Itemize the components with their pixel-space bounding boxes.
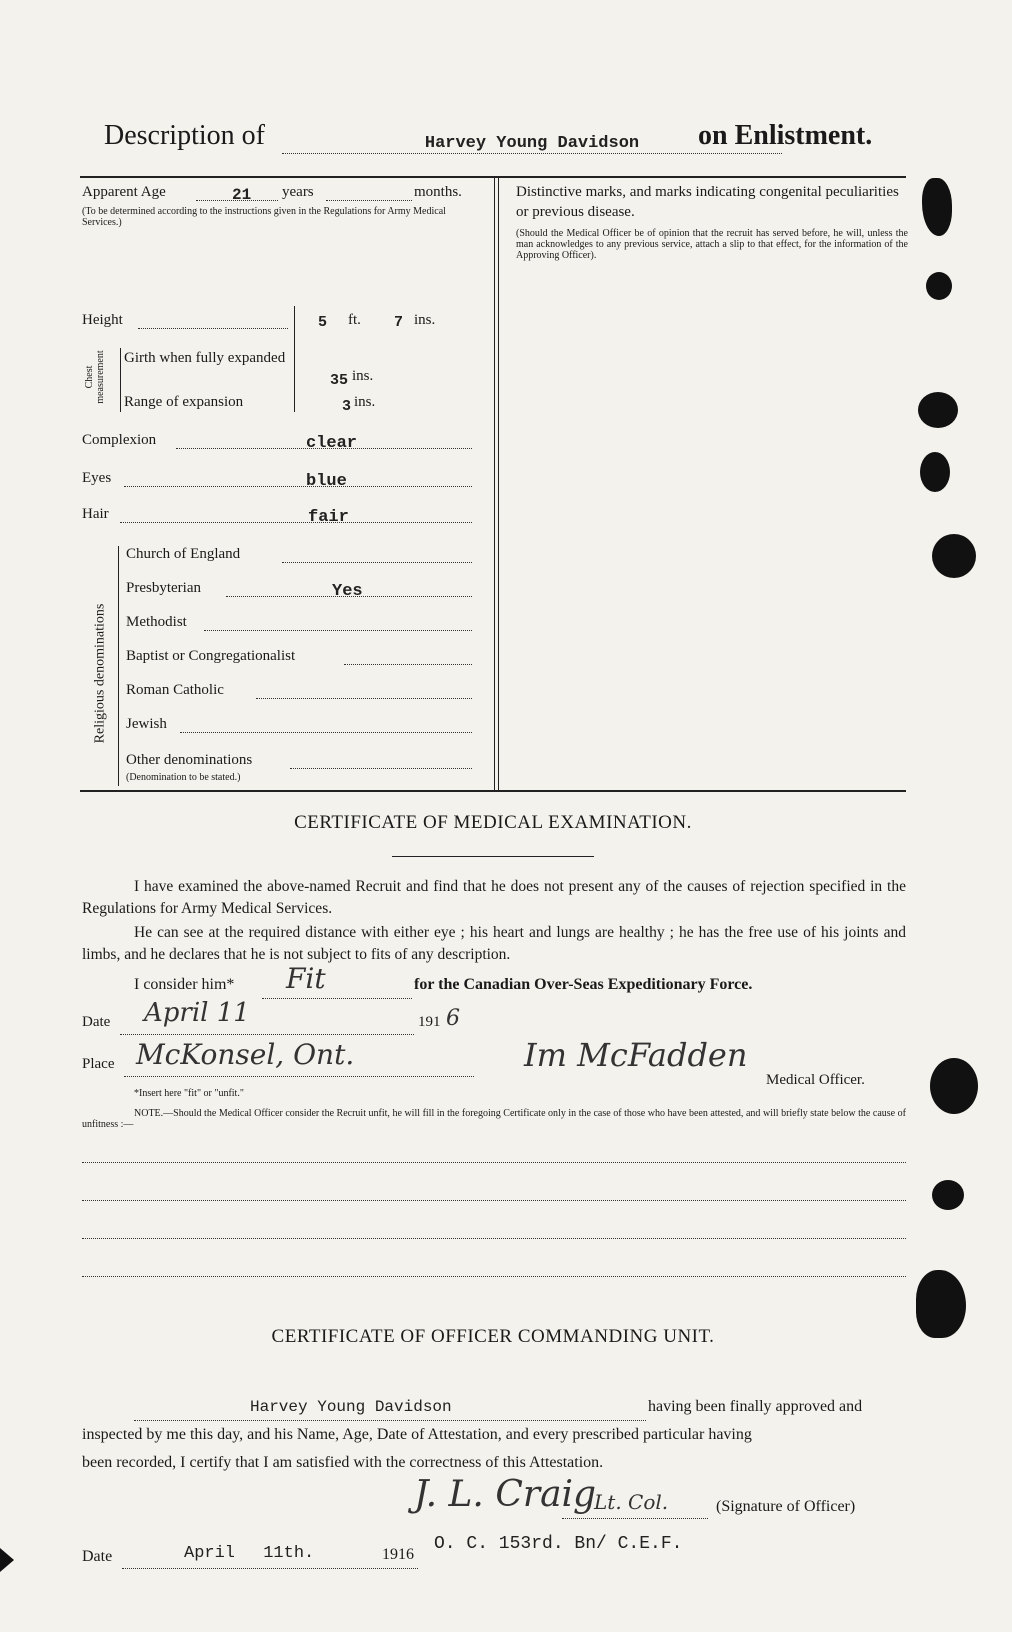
ft-label: ft. <box>348 312 361 328</box>
date-dots <box>120 1028 414 1035</box>
commanding-date-label: Date <box>82 1548 113 1565</box>
range-ins-label: ins. <box>354 394 376 410</box>
complexion-label: Complexion <box>82 432 157 448</box>
edge-mark <box>0 1548 14 1572</box>
complexion-value: clear <box>306 434 358 453</box>
girth-value: 35 <box>330 372 349 389</box>
months-dots <box>326 194 412 201</box>
girth-ins-label: ins. <box>352 368 374 384</box>
commanding-line-1: having been finally approved and <box>648 1398 863 1415</box>
religion-label: Religious denominations <box>92 603 108 744</box>
force-text: for the Canadian Over-Seas Expeditionary Force. <box>414 976 753 993</box>
table-divider <box>494 176 495 790</box>
year-value: 6 <box>446 1006 460 1031</box>
marks-heading: Distinctive marks, and marks indicating congenital peculiarities or previous disease. <box>516 184 899 220</box>
binder-hole <box>916 1270 966 1338</box>
binder-hole <box>932 1180 964 1210</box>
eyes-value: blue <box>306 472 347 491</box>
hair-value: fair <box>308 508 349 527</box>
place-dots <box>124 1070 474 1077</box>
table-bottom-rule <box>80 790 906 792</box>
medical-officer-signature: Im McFadden <box>524 1036 748 1074</box>
binder-hole <box>926 272 952 300</box>
unfitness-line <box>82 1198 906 1201</box>
exam-place: McKonsel, Ont. <box>136 1038 355 1071</box>
commanding-date: April 11th. <box>184 1544 315 1563</box>
eyes-dots <box>124 480 472 487</box>
medical-officer-label: Medical Officer. <box>766 1072 865 1088</box>
binder-hole <box>930 1058 978 1114</box>
height-in-value: 7 <box>394 314 404 331</box>
ins-label: ins. <box>414 312 436 328</box>
religion-methodist: Methodist <box>126 614 187 630</box>
commanding-unit: O. C. 153rd. Bn/ C.E.F. <box>434 1534 683 1554</box>
girth-label: Girth when fully expanded <box>124 350 286 366</box>
religion-dots <box>180 726 472 733</box>
table-divider <box>498 176 499 790</box>
religion-dots <box>344 658 472 665</box>
commanding-date-dots <box>122 1562 418 1569</box>
commanding-year: 1916 <box>382 1546 414 1563</box>
religion-bracket <box>118 546 119 786</box>
fitness-value: Fit <box>286 962 326 995</box>
measure-divider <box>294 306 295 412</box>
commanding-officer-rank: Lt. Col. <box>594 1490 669 1514</box>
unfitness-line <box>82 1160 906 1163</box>
religion-dots <box>204 624 472 631</box>
range-label: Range of expansion <box>124 394 244 410</box>
eyes-label: Eyes <box>82 470 112 486</box>
unfitness-line <box>82 1236 906 1239</box>
chest-label: Chest measurement <box>84 350 106 404</box>
months-label: months. <box>414 184 462 200</box>
binder-hole <box>918 392 958 428</box>
medical-title: CERTIFICATE OF MEDICAL EXAMINATION. <box>294 812 692 833</box>
commanding-line-3: been recorded, I certify that I am satisfied with the correctness of this Attestation. <box>82 1454 604 1471</box>
religion-roman-catholic: Roman Catholic <box>126 682 224 698</box>
consider-dots <box>262 992 412 999</box>
binder-hole <box>922 178 952 236</box>
header <box>104 120 884 160</box>
commanding-name: Harvey Young Davidson <box>250 1398 452 1416</box>
commanding-officer-signature: J. L. Craig <box>414 1474 597 1515</box>
year-prefix: 191 <box>418 1014 441 1030</box>
unfitness-line <box>82 1274 906 1277</box>
height-label: Height <box>82 312 123 328</box>
marks-note: (Should the Medical Officer be of opinion that the recruit has served before, he will, unless the man acknowledges to any previous service, attach a slip to that effect, for the information of the Approving Officer). <box>516 228 908 261</box>
commanding-line-2: inspected by me this day, and his Name, Age, Date of Attestation, and every prescribed particular having <box>82 1426 752 1443</box>
religion-other: Other denominations <box>126 752 253 768</box>
hair-label: Hair <box>82 506 109 522</box>
religion-presbyterian-value: Yes <box>332 582 363 601</box>
age-label: Apparent Age <box>82 184 166 200</box>
signature-label: (Signature of Officer) <box>716 1498 856 1515</box>
religion-dots <box>290 762 472 769</box>
height-dots <box>138 322 288 329</box>
commanding-title: CERTIFICATE OF OFFICER COMMANDING UNIT. <box>271 1326 715 1347</box>
exam-date: April 11 <box>144 998 250 1028</box>
religion-jewish: Jewish <box>126 716 167 732</box>
header-suffix: on Enlistment. <box>698 120 873 151</box>
age-value: 21 <box>232 186 252 204</box>
fit-footnote: *Insert here "fit" or "unfit." <box>134 1088 244 1099</box>
unfit-note: NOTE.—Should the Medical Officer consider the Recruit unfit, he will fill in the foregoing Certificate only in the case of those who have been attested, and will briefly state below the cause of unfitness :— <box>82 1108 906 1130</box>
age-note: (To be determined according to the instructions given in the Regulations for Army Medical Services.) <box>82 206 446 228</box>
medical-para-1: I have examined the above-named Recruit and find that he does not present any of the causes of rejection specified in the Regulations for Army Medical Services. <box>82 878 906 917</box>
title-divider <box>392 856 594 857</box>
place-label: Place <box>82 1056 115 1072</box>
years-label: years <box>282 184 314 200</box>
range-value: 3 <box>342 398 352 415</box>
medical-para-2: He can see at the required distance with either eye ; his heart and lungs are healthy ; he has the free use of his joints and limbs, and he declares that he is not subject to fits of any description. <box>82 924 906 963</box>
religion-presbyterian: Presbyterian <box>126 580 201 596</box>
religion-dots <box>256 692 472 699</box>
other-denomination-note: (Denomination to be stated.) <box>126 772 241 783</box>
chest-bracket <box>120 348 121 412</box>
binder-hole <box>920 452 950 492</box>
header-prefix: Description of <box>104 120 265 151</box>
religion-church-of-england: Church of England <box>126 546 241 562</box>
consider-label: I consider him* <box>134 976 235 993</box>
binder-hole <box>932 534 976 578</box>
religion-baptist: Baptist or Congregationalist <box>126 648 296 664</box>
date-label: Date <box>82 1014 111 1030</box>
hair-dots <box>120 516 472 523</box>
enlistee-name: Harvey Young Davidson <box>282 134 782 154</box>
religion-dots <box>282 556 472 563</box>
table-top-rule <box>80 176 906 178</box>
height-ft-value: 5 <box>318 314 328 331</box>
